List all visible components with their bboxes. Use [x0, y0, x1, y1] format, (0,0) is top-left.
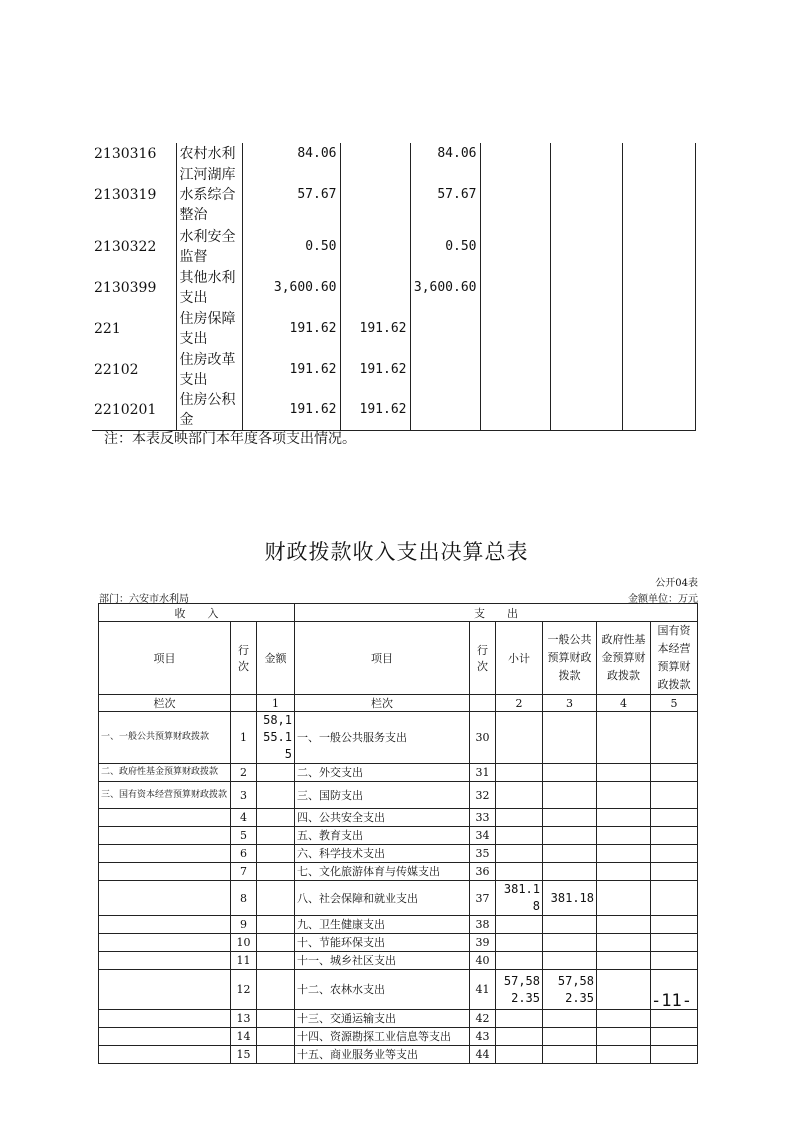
category-name: 住房改革支出: [176, 349, 242, 390]
income-row-no: 4: [231, 809, 257, 827]
income-row-no: 3: [231, 782, 257, 809]
form-number: 公开04表: [655, 578, 698, 589]
expense-item: 六、科学技术支出: [295, 845, 470, 863]
expense-item: 三、国防支出: [295, 782, 470, 809]
fund-budget-header: 政府性基金预算财政拨款: [597, 622, 651, 695]
income-row-no: 1: [231, 712, 257, 764]
empty-cell: [480, 164, 550, 226]
fund-budget-amount: [597, 934, 651, 952]
empty-cell: [480, 226, 550, 267]
empty-cell: [550, 164, 622, 226]
fund-budget-amount: [597, 809, 651, 827]
income-amount: [257, 934, 295, 952]
expense-row-no: 35: [470, 845, 496, 863]
empty-cell: [622, 390, 695, 431]
total-amount: 0.50: [242, 226, 340, 267]
income-amount: [257, 952, 295, 970]
expense-item: 八、社会保障和就业支出: [295, 881, 470, 916]
expense-item: 十一、城乡社区支出: [295, 952, 470, 970]
table-row: [99, 764, 698, 782]
state-capital-amount: [651, 934, 698, 952]
expense-subtotal: [496, 809, 543, 827]
expense-subtotal: [496, 845, 543, 863]
state-capital-amount: [651, 863, 698, 881]
empty-cell: [622, 143, 695, 164]
state-capital-amount: [651, 764, 698, 782]
empty-cell: [622, 226, 695, 267]
expense-subtotal: [496, 863, 543, 881]
subtotal-header: 小计: [496, 622, 543, 695]
table-row: [99, 712, 698, 764]
general-budget-amount: [543, 952, 597, 970]
expense-item: 十四、资源勘探工业信息等支出: [295, 1028, 470, 1046]
category-name: 住房公积金: [176, 390, 242, 431]
income-amount: [257, 881, 295, 916]
total-amount: 191.62: [242, 390, 340, 431]
basic-expenditure: [340, 164, 410, 226]
category-code: 2210201: [92, 390, 176, 431]
expense-item: 二、外交支出: [295, 764, 470, 782]
fund-budget-amount: [597, 827, 651, 845]
state-capital-header: 国有资本经营预算财政拨款: [651, 622, 698, 695]
category-code: 2130399: [92, 267, 176, 308]
expense-row-no: 33: [470, 809, 496, 827]
income-row-no: 15: [231, 1046, 257, 1064]
income-row-no: 6: [231, 845, 257, 863]
table-row: [99, 1046, 698, 1064]
income-row-no-header: 行次: [231, 622, 257, 695]
expense-row-no: 43: [470, 1028, 496, 1046]
expense-row-no: 36: [470, 863, 496, 881]
income-item-header: 项目: [99, 622, 231, 695]
general-budget-amount: 57,582.35: [543, 970, 597, 1010]
project-expenditure: 57.67: [410, 164, 480, 226]
expense-item: 七、文化旅游体育与传媒支出: [295, 863, 470, 881]
table-row: [92, 390, 695, 431]
income-amount: [257, 1046, 295, 1064]
table-row: [99, 809, 698, 827]
basic-expenditure: [340, 226, 410, 267]
income-amount: [257, 764, 295, 782]
income-item: [99, 916, 231, 934]
expense-row-no-header: 行次: [470, 622, 496, 695]
general-budget-amount: [543, 827, 597, 845]
amount-unit-label: 金额单位：万元: [628, 594, 698, 605]
state-capital-amount: [651, 809, 698, 827]
empty-cell: [550, 143, 622, 164]
table-row: [92, 164, 695, 226]
state-capital-amount: [651, 952, 698, 970]
expense-subtotal: [496, 1010, 543, 1028]
fund-budget-amount: [597, 1010, 651, 1028]
table-note: 注：本表反映部门本年度各项支出情况。: [104, 431, 356, 447]
general-budget-amount: [543, 1046, 597, 1064]
expense-item: 十三、交通运输支出: [295, 1010, 470, 1028]
expense-item: 五、教育支出: [295, 827, 470, 845]
empty-cell: [622, 308, 695, 349]
empty-cell: [622, 267, 695, 308]
income-amount: [257, 863, 295, 881]
income-row-no: 10: [231, 934, 257, 952]
income-row-no: 7: [231, 863, 257, 881]
income-row-no: 2: [231, 764, 257, 782]
fund-budget-amount: [597, 1028, 651, 1046]
project-expenditure: [410, 308, 480, 349]
expense-row-no: 38: [470, 916, 496, 934]
income-amount-header: 金额: [257, 622, 295, 695]
table-row: [99, 863, 698, 881]
expense-row-no: 31: [470, 764, 496, 782]
fund-budget-amount: [597, 863, 651, 881]
expense-subtotal: [496, 827, 543, 845]
table-row: [99, 881, 698, 916]
category-code: 2130319: [92, 164, 176, 226]
category-code: 2130316: [92, 143, 176, 164]
income-amount: [257, 809, 295, 827]
empty-cell: [231, 695, 257, 712]
basic-expenditure: [340, 143, 410, 164]
table-row: [92, 349, 695, 390]
report-title: 财政拨款收入支出决算总表: [264, 540, 529, 564]
income-item: [99, 1010, 231, 1028]
state-capital-amount: [651, 845, 698, 863]
fund-budget-amount: [597, 916, 651, 934]
empty-cell: [550, 308, 622, 349]
general-budget-amount: [543, 845, 597, 863]
state-capital-amount: [651, 1028, 698, 1046]
income-row-no: 5: [231, 827, 257, 845]
fiscal-allocation-summary-table: [98, 603, 698, 1064]
empty-cell: [470, 695, 496, 712]
state-capital-amount: [651, 916, 698, 934]
category-name: 住房保障支出: [176, 308, 242, 349]
expense-item-header: 项目: [295, 622, 470, 695]
income-item: [99, 952, 231, 970]
total-amount: 191.62: [242, 349, 340, 390]
income-item: [99, 934, 231, 952]
project-expenditure: [410, 349, 480, 390]
expense-subtotal: [496, 952, 543, 970]
income-item: [99, 845, 231, 863]
empty-cell: [622, 164, 695, 226]
income-row-no: 11: [231, 952, 257, 970]
general-budget-amount: [543, 1028, 597, 1046]
income-amount: [257, 970, 295, 1010]
income-row-no: 8: [231, 881, 257, 916]
total-amount: 57.67: [242, 164, 340, 226]
income-amount: [257, 782, 295, 809]
fund-budget-amount: [597, 952, 651, 970]
total-amount: 191.62: [242, 308, 340, 349]
table-row: [99, 845, 698, 863]
expense-row-no: 41: [470, 970, 496, 1010]
expense-subtotal: [496, 782, 543, 809]
table-row: [99, 952, 698, 970]
expense-item: 十、节能环保支出: [295, 934, 470, 952]
state-capital-amount: [651, 881, 698, 916]
expense-item: 十二、农林水支出: [295, 970, 470, 1010]
project-expenditure: 84.06: [410, 143, 480, 164]
section-header-row: [99, 604, 698, 622]
general-budget-amount: [543, 782, 597, 809]
expense-row-no: 44: [470, 1046, 496, 1064]
category-name: 农村水利: [176, 143, 242, 164]
empty-cell: [550, 349, 622, 390]
table-row: [99, 1028, 698, 1046]
basic-expenditure: 191.62: [340, 390, 410, 431]
table-row: [99, 934, 698, 952]
column-index-3: 3: [543, 695, 597, 712]
expense-row-no: 34: [470, 827, 496, 845]
fund-budget-amount: [597, 712, 651, 764]
basic-expenditure: 191.62: [340, 349, 410, 390]
expense-column-label: 栏次: [295, 695, 470, 712]
column-index-2: 2: [496, 695, 543, 712]
expense-item: 九、卫生健康支出: [295, 916, 470, 934]
general-budget-amount: [543, 809, 597, 827]
expense-subtotal: [496, 712, 543, 764]
department-label: 部门：六安市水利局: [99, 594, 189, 605]
income-row-no: 9: [231, 916, 257, 934]
fund-budget-amount: [597, 970, 651, 1010]
income-item: [99, 809, 231, 827]
income-amount: [257, 845, 295, 863]
general-budget-amount: 381.18: [543, 881, 597, 916]
income-item: [99, 970, 231, 1010]
table-row: [92, 143, 695, 164]
table-row: [92, 308, 695, 349]
income-amount: [257, 827, 295, 845]
category-code: 2130322: [92, 226, 176, 267]
expense-subtotal: [496, 916, 543, 934]
expense-item: 十五、商业服务业等支出: [295, 1046, 470, 1064]
income-row-no: 13: [231, 1010, 257, 1028]
empty-cell: [480, 267, 550, 308]
table-row: [99, 916, 698, 934]
empty-cell: [550, 267, 622, 308]
table-row: [99, 1010, 698, 1028]
category-name: 江河湖库水系综合整治: [176, 164, 242, 226]
total-amount: 3,600.60: [242, 267, 340, 308]
expense-row-no: 42: [470, 1010, 496, 1028]
category-name: 其他水利支出: [176, 267, 242, 308]
income-item: [99, 1046, 231, 1064]
expense-subtotal: [496, 764, 543, 782]
column-index-row: [99, 695, 698, 712]
expense-item: 一、一般公共服务支出: [295, 712, 470, 764]
income-amount: [257, 1028, 295, 1046]
income-item: 三、国有资本经营预算财政拨款: [99, 782, 231, 809]
expense-subtotal: 57,582.35: [496, 970, 543, 1010]
income-item: [99, 827, 231, 845]
column-index-4: 4: [597, 695, 651, 712]
table-row: [99, 827, 698, 845]
project-expenditure: [410, 390, 480, 431]
column-header-row: [99, 622, 698, 695]
expense-subtotal: 381.18: [496, 881, 543, 916]
expense-row-no: 32: [470, 782, 496, 809]
state-capital-amount: [651, 712, 698, 764]
project-expenditure: 3,600.60: [410, 267, 480, 308]
general-budget-amount: [543, 712, 597, 764]
category-code: 221: [92, 308, 176, 349]
empty-cell: [622, 349, 695, 390]
expense-row-no: 37: [470, 881, 496, 916]
income-section-header: 收 入: [99, 604, 295, 622]
fund-budget-amount: [597, 764, 651, 782]
general-budget-amount: [543, 863, 597, 881]
empty-cell: [550, 226, 622, 267]
expense-subtotal: [496, 1046, 543, 1064]
state-capital-amount: [651, 1010, 698, 1028]
general-budget-amount: [543, 1010, 597, 1028]
income-row-no: 14: [231, 1028, 257, 1046]
table-row: [99, 970, 698, 1010]
state-capital-amount: [651, 1046, 698, 1064]
general-budget-amount: [543, 916, 597, 934]
project-expenditure: 0.50: [410, 226, 480, 267]
income-amount: [257, 916, 295, 934]
state-capital-amount: [651, 782, 698, 809]
empty-cell: [480, 308, 550, 349]
fund-budget-amount: [597, 782, 651, 809]
fund-budget-amount: [597, 881, 651, 916]
empty-cell: [480, 390, 550, 431]
table-row: [99, 782, 698, 809]
category-name: 水利安全监督: [176, 226, 242, 267]
page-number: -11-: [651, 991, 692, 1011]
fund-budget-amount: [597, 1046, 651, 1064]
income-item: 二、政府性基金预算财政拨款: [99, 764, 231, 782]
category-code: 22102: [92, 349, 176, 390]
income-row-no: 12: [231, 970, 257, 1010]
general-budget-header: 一般公共预算财政拨款: [543, 622, 597, 695]
expense-section-header: 支 出: [295, 604, 698, 622]
expense-row-no: 40: [470, 952, 496, 970]
income-item: [99, 1028, 231, 1046]
empty-cell: [480, 349, 550, 390]
column-index-1: 1: [257, 695, 295, 712]
general-budget-amount: [543, 934, 597, 952]
basic-expenditure: 191.62: [340, 308, 410, 349]
column-index-5: 5: [651, 695, 698, 712]
empty-cell: [480, 143, 550, 164]
income-item: [99, 863, 231, 881]
income-amount: [257, 1010, 295, 1028]
total-amount: 84.06: [242, 143, 340, 164]
expense-subtotal: [496, 934, 543, 952]
table-row: [92, 267, 695, 308]
expense-row-no: 39: [470, 934, 496, 952]
expense-subtotal: [496, 1028, 543, 1046]
income-column-label: 栏次: [99, 695, 231, 712]
income-amount: 58,155.15: [257, 712, 295, 764]
expenditure-continuation-table: [92, 143, 696, 431]
expense-item: 四、公共安全支出: [295, 809, 470, 827]
general-budget-amount: [543, 764, 597, 782]
expense-row-no: 30: [470, 712, 496, 764]
state-capital-amount: [651, 827, 698, 845]
income-item: [99, 881, 231, 916]
income-item: 一、一般公共预算财政拨款: [99, 712, 231, 764]
fund-budget-amount: [597, 845, 651, 863]
table-row: [92, 226, 695, 267]
basic-expenditure: [340, 267, 410, 308]
empty-cell: [550, 390, 622, 431]
